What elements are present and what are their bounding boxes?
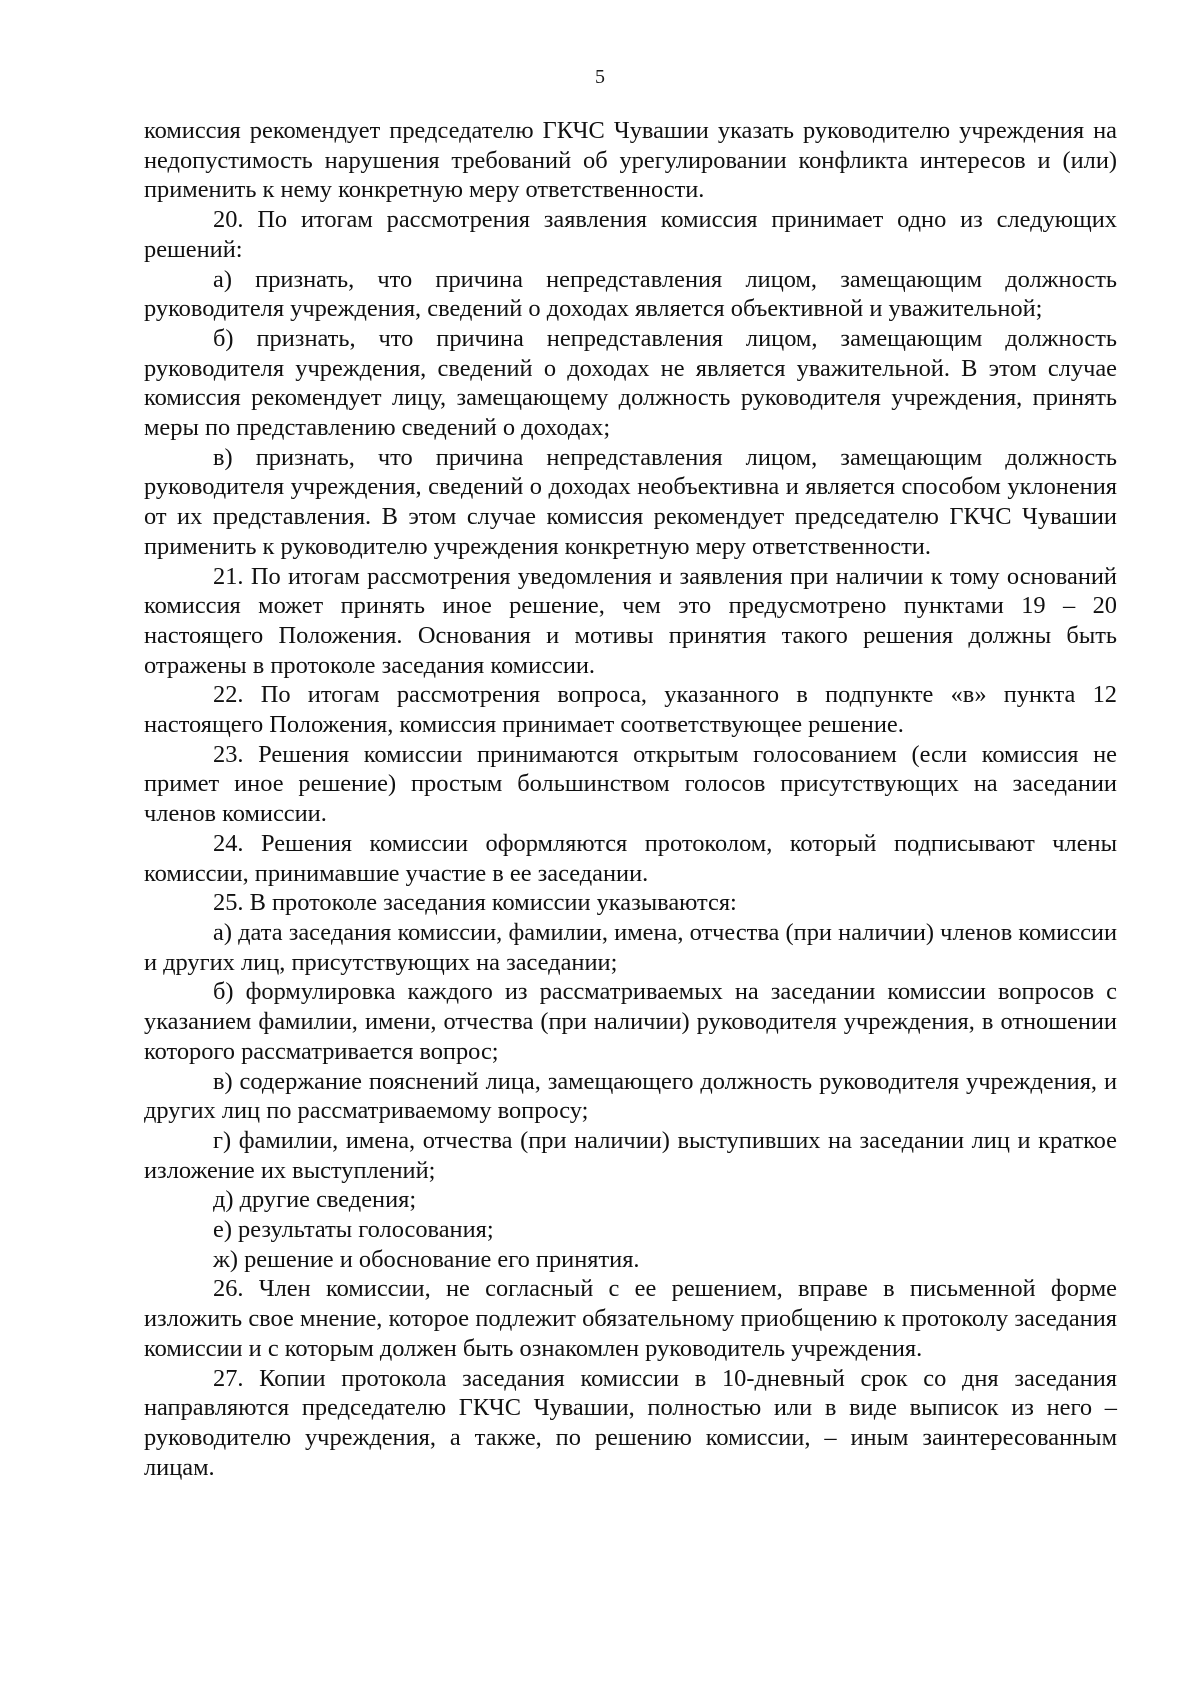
- page-number: 5: [595, 66, 605, 88]
- paragraph-continuation: комиссия рекомендует председателю ГКЧС Чувашии указать руководителю учреждения на недопустимость нарушения требований об урегулировании конфликта интересов и (или) применить к нему конкретную меру ответственности.: [144, 117, 1117, 204]
- paragraph-21: 21. По итогам рассмотрения уведомления и заявления при наличии к тому оснований комиссия может принять иное решение, чем это предусмотрено пунктами 19 – 20 настоящего Положения. Основания и мотивы принятия такого решения должны быть отражены в протоколе заседания комиссии.: [144, 562, 1117, 679]
- paragraph-25-e: е) результаты голосования;: [213, 1216, 494, 1244]
- paragraph-24: 24. Решения комиссии оформляются протоколом, который подписывают члены комиссии, принимавшие участие в ее заседании.: [144, 829, 1117, 887]
- paragraph-23: 23. Решения комиссии принимаются открытым голосованием (если комиссия не примет иное решение) простым большинством голосов присутствующих на заседании членов комиссии.: [144, 740, 1117, 828]
- paragraph-26: 26. Член комиссии, не согласный с ее решением, вправе в письменной форме изложить свое мнение, которое подлежит обязательному приобщению к протоколу заседания комиссии и с которым должен быть ознакомлен руководитель учреждения.: [144, 1275, 1117, 1362]
- paragraph-20-a: а) признать, что причина непредставления лицом, замещающим должность руководителя учреждения, сведений о доходах является объективной и уважительной;: [144, 265, 1117, 323]
- paragraph-25-g: г) фамилии, имена, отчества (при наличии) выступивших на заседании лиц и краткое изложение их выступлений;: [144, 1126, 1117, 1184]
- paragraph-20-b: б) признать, что причина непредставления лицом, замещающим должность руководителя учреждения, сведений о доходах не является уважительной. В этом случае комиссия рекомендует лицу, замещающему должность руководителя учреждения, принять меры по представлению сведений о доходах;: [144, 324, 1117, 442]
- paragraph-27: 27. Копии протокола заседания комиссии в 10-дневный срок со дня заседания направляются председателю ГКЧС Чувашии, полностью или в виде выписок из него – руководителю учреждения, а также, по решению комиссии, – иным заинтересованным лицам.: [144, 1364, 1117, 1481]
- paragraph-25-a: а) дата заседания комиссии, фамилии, имена, отчества (при наличии) членов комиссии и других лиц, присутствующих на заседании;: [144, 918, 1117, 976]
- paragraph-25-zh: ж) решение и обоснование его принятия.: [213, 1245, 640, 1273]
- paragraph-20: 20. По итогам рассмотрения заявления комиссия принимает одно из следующих решений:: [144, 206, 1117, 263]
- document-body: [144, 116, 1117, 1482]
- paragraph-25-v: в) содержание пояснений лица, замещающего должность руководителя учреждения, и других лиц по рассматриваемому вопросу;: [144, 1067, 1117, 1125]
- paragraph-25-d: д) другие сведения;: [213, 1186, 417, 1214]
- paragraph-25-b: б) формулировка каждого из рассматриваемых на заседании комиссии вопросов с указанием фамилии, имени, отчества (при наличии) руководителя учреждения, в отношении которого рассматривается вопрос;: [144, 978, 1117, 1065]
- paragraph-25: 25. В протоколе заседания комиссии указываются:: [213, 889, 737, 917]
- paragraph-22: 22. По итогам рассмотрения вопроса, указанного в подпункте «в» пункта 12 настоящего Положения, комиссия принимает соответствующее решение.: [144, 681, 1117, 739]
- paragraph-20-v: в) признать, что причина непредставления лицом, замещающим должность руководителя учреждения, сведений о доходах необъективна и является способом уклонения от их представления. В этом случае комиссия рекомендует председателю ГКЧС Чувашии применить к руководителю учреждения конкретную меру ответственности.: [144, 443, 1117, 560]
